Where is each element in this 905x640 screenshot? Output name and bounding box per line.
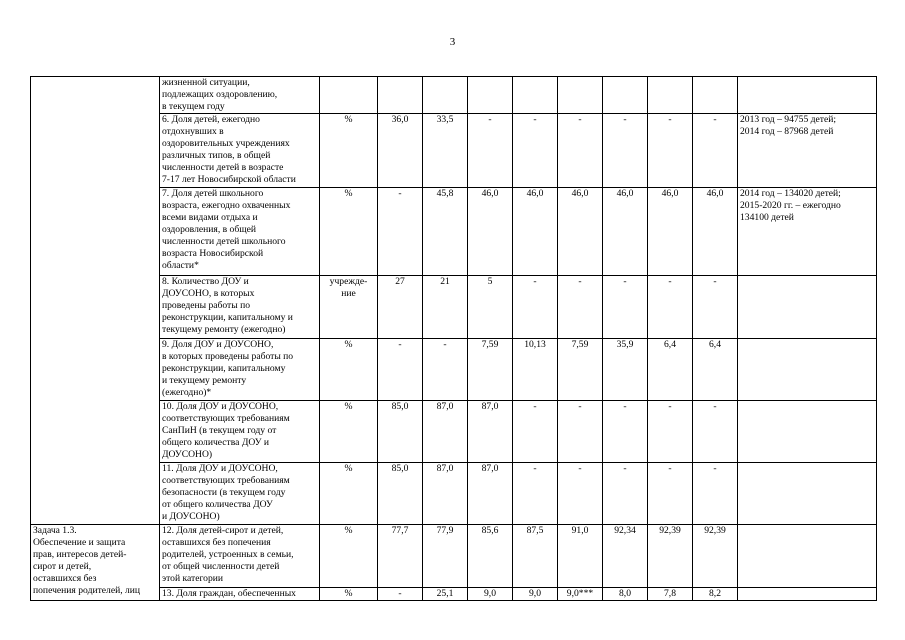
value-cell: 46,0	[468, 188, 513, 276]
value-cell	[378, 77, 423, 114]
value-cell: 46,0	[513, 188, 558, 276]
value-cell: 77,9	[423, 525, 468, 588]
value-cell: 5	[468, 276, 513, 339]
value-cell: 8,2	[693, 588, 738, 601]
value-cell: -	[423, 339, 468, 401]
value-cell: 85,0	[378, 401, 423, 463]
note-cell	[738, 77, 877, 114]
value-cell: 9,0***	[558, 588, 603, 601]
task-cell: Задача 1.3. Обеспечение и защита прав, интересов детей- сирот и детей, оставшихся без попечения родителей, лиц	[31, 525, 160, 601]
value-cell: 36,0	[378, 114, 423, 188]
value-cell: -	[648, 401, 693, 463]
value-cell: 25,1	[423, 588, 468, 601]
unit-cell	[320, 77, 378, 114]
note-cell	[738, 401, 877, 463]
indicator-cell: жизненной ситуации, подлежащих оздоровлению, в текущем году	[160, 77, 320, 114]
value-cell: -	[558, 401, 603, 463]
value-cell: -	[558, 276, 603, 339]
value-cell: 9,0	[513, 588, 558, 601]
value-cell: -	[603, 114, 648, 188]
value-cell: 46,0	[648, 188, 693, 276]
value-cell: -	[513, 114, 558, 188]
value-cell: 46,0	[558, 188, 603, 276]
value-cell: 87,0	[423, 401, 468, 463]
value-cell: 6,4	[693, 339, 738, 401]
value-cell: 45,8	[423, 188, 468, 276]
value-cell: 87,5	[513, 525, 558, 588]
table-row	[31, 525, 877, 588]
unit-cell: %	[320, 114, 378, 188]
indicator-cell: 10. Доля ДОУ и ДОУСОНО, соответствующих требованиям СанПиН (в текущем году от общего количества ДОУ и ДОУСОНО)	[160, 401, 320, 463]
value-cell: 92,39	[693, 525, 738, 588]
value-cell: 8,0	[603, 588, 648, 601]
note-cell: 2014 год – 134020 детей; 2015-2020 гг. – ежегодно 134100 детей	[738, 188, 877, 276]
value-cell: 9,0	[468, 588, 513, 601]
value-cell: -	[558, 463, 603, 525]
indicator-cell: 11. Доля ДОУ и ДОУСОНО, соответствующих требованиям безопасности (в текущем году от общего количества ДОУ и ДОУСОНО)	[160, 463, 320, 525]
value-cell: 85,6	[468, 525, 513, 588]
value-cell: 77,7	[378, 525, 423, 588]
value-cell: 87,0	[468, 463, 513, 525]
value-cell: -	[378, 188, 423, 276]
value-cell	[603, 77, 648, 114]
value-cell: -	[693, 463, 738, 525]
value-cell: -	[513, 276, 558, 339]
value-cell	[468, 77, 513, 114]
value-cell: 33,5	[423, 114, 468, 188]
value-cell: 27	[378, 276, 423, 339]
value-cell: 87,0	[423, 463, 468, 525]
indicator-cell: 7. Доля детей школьного возраста, ежегодно охваченных всеми видами отдыха и оздоровления, в общей численности детей школьного возраста Новосибирской области*	[160, 188, 320, 276]
value-cell: 10,13	[513, 339, 558, 401]
value-cell: 21	[423, 276, 468, 339]
value-cell: -	[648, 114, 693, 188]
note-cell	[738, 339, 877, 401]
value-cell: 85,0	[378, 463, 423, 525]
indicator-cell: 9. Доля ДОУ и ДОУСОНО, в которых проведены работы по реконструкции, капитальному и текущему ремонту (ежегодно)*	[160, 339, 320, 401]
unit-cell: %	[320, 188, 378, 276]
note-cell	[738, 463, 877, 525]
value-cell: -	[693, 401, 738, 463]
value-cell: -	[603, 401, 648, 463]
value-cell: 7,59	[468, 339, 513, 401]
indicator-cell: 6. Доля детей, ежегодно отдохнувших в оздоровительных учреждениях различных типов, в общей численности детей в возрасте 7-17 лет Новосибирской области	[160, 114, 320, 188]
value-cell: 46,0	[693, 188, 738, 276]
indicator-cell: 8. Количество ДОУ и ДОУСОНО, в которых проведены работы по реконструкции, капитальному и текущему ремонту (ежегодно)	[160, 276, 320, 339]
value-cell	[423, 77, 468, 114]
unit-cell: %	[320, 339, 378, 401]
value-cell: 7,8	[648, 588, 693, 601]
value-cell	[513, 77, 558, 114]
value-cell	[648, 77, 693, 114]
value-cell: -	[378, 588, 423, 601]
unit-cell: %	[320, 401, 378, 463]
unit-cell: %	[320, 588, 378, 601]
value-cell: 6,4	[648, 339, 693, 401]
value-cell: 87,0	[468, 401, 513, 463]
value-cell: 91,0	[558, 525, 603, 588]
value-cell: -	[558, 114, 603, 188]
value-cell: -	[603, 463, 648, 525]
value-cell: -	[513, 401, 558, 463]
note-cell	[738, 588, 877, 601]
note-cell	[738, 525, 877, 588]
value-cell: -	[648, 463, 693, 525]
unit-cell: %	[320, 463, 378, 525]
value-cell: -	[693, 276, 738, 339]
indicators-table	[30, 76, 877, 601]
value-cell: -	[513, 463, 558, 525]
value-cell: -	[603, 276, 648, 339]
table-row	[31, 77, 877, 114]
value-cell: 92,39	[648, 525, 693, 588]
page-number: 3	[449, 36, 456, 48]
note-cell: 2013 год – 94755 детей; 2014 год – 87968 детей	[738, 114, 877, 188]
indicator-cell: 13. Доля граждан, обеспеченных	[160, 588, 320, 601]
value-cell	[693, 77, 738, 114]
value-cell: 92,34	[603, 525, 648, 588]
value-cell: 46,0	[603, 188, 648, 276]
unit-cell: учрежде- ние	[320, 276, 378, 339]
task-cell-empty	[31, 77, 160, 525]
indicator-cell: 12. Доля детей-сирот и детей, оставшихся без попечения родителей, устроенных в семьи, от общей численности детей этой категории	[160, 525, 320, 588]
value-cell: -	[693, 114, 738, 188]
note-cell	[738, 276, 877, 339]
value-cell: -	[378, 339, 423, 401]
unit-cell: %	[320, 525, 378, 588]
value-cell: -	[648, 276, 693, 339]
value-cell: 7,59	[558, 339, 603, 401]
value-cell	[558, 77, 603, 114]
value-cell: 35,9	[603, 339, 648, 401]
value-cell: -	[468, 114, 513, 188]
